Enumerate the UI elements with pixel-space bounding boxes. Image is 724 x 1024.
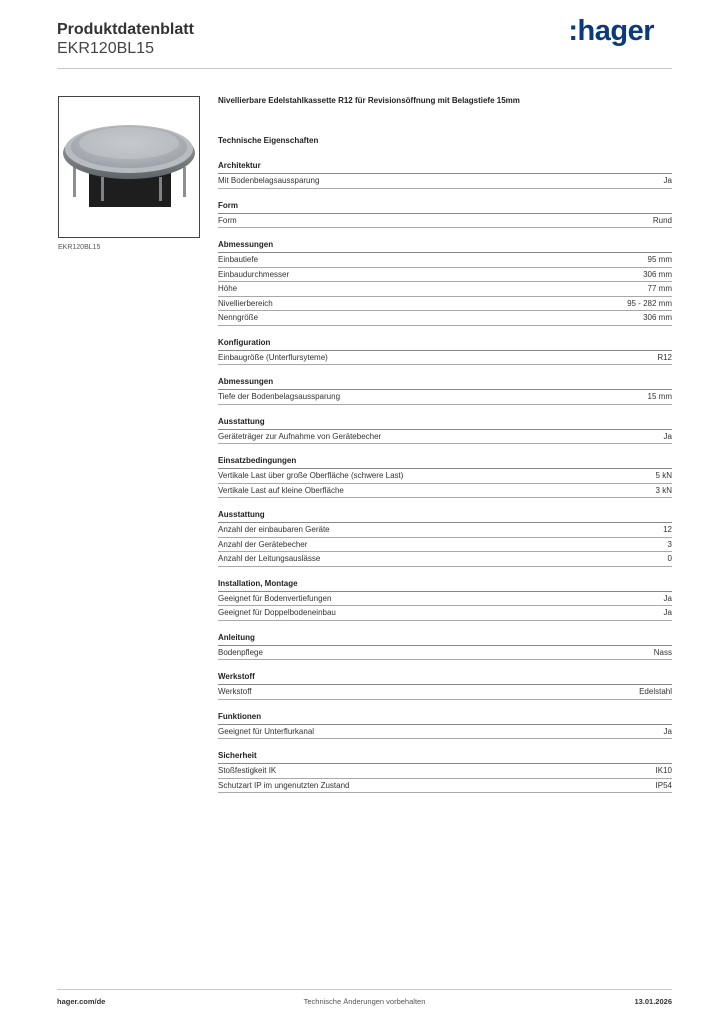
property-label: Werkstoff: [218, 687, 252, 696]
property-label: Nenngröße: [218, 313, 259, 322]
property-label: Nivellierbereich: [218, 298, 273, 308]
property-label: Geeignet für Bodenvertiefungen: [218, 593, 332, 603]
property-label: Tiefe der Bodenbelagsaussparung: [218, 392, 341, 401]
property-label: Einbaudurchmesser: [218, 269, 290, 279]
product-details: [218, 95, 672, 804]
floor-box-cassette-icon: [59, 97, 199, 237]
property-row: [218, 214, 672, 229]
section-title: Abmessungen: [218, 239, 672, 253]
section-title: Einsatzbedingungen: [218, 455, 672, 469]
property-value: Nass: [653, 647, 672, 657]
property-value: 12: [663, 525, 672, 534]
section-title: Installation, Montage: [218, 578, 672, 592]
property-value: 3: [667, 539, 672, 549]
product-image: [58, 96, 200, 238]
image-caption: EKR120BL15: [58, 244, 101, 251]
property-row: [218, 538, 672, 553]
section-title: Ausstattung: [218, 416, 672, 430]
property-row: [218, 253, 672, 268]
property-value: Ja: [663, 726, 672, 736]
property-value: Ja: [663, 176, 672, 185]
property-row: [218, 552, 672, 567]
property-section: [218, 578, 672, 621]
property-section: [218, 239, 672, 326]
header-divider: [57, 68, 672, 69]
property-row: [218, 174, 672, 189]
property-row: [218, 390, 672, 405]
property-label: Geeignet für Doppelbodeneinbau: [218, 608, 336, 617]
property-value: 0: [667, 554, 672, 563]
hager-logo: :hager: [568, 15, 654, 47]
property-section: [218, 337, 672, 366]
section-title: Funktionen: [218, 711, 672, 725]
footer-website: hager.com/de: [57, 997, 106, 1006]
section-title: Ausstattung: [218, 509, 672, 523]
property-value: 15 mm: [647, 392, 672, 401]
property-value: Edelstahl: [639, 687, 672, 696]
property-label: Form: [218, 215, 237, 225]
property-row: [218, 430, 672, 445]
property-row: [218, 685, 672, 700]
document-header: [57, 20, 194, 58]
property-label: Vertikale Last über große Oberfläche (schwere Last): [218, 471, 404, 480]
section-title: Anleitung: [218, 632, 672, 646]
property-value: Rund: [652, 215, 672, 225]
property-value: IK10: [655, 766, 672, 775]
property-section: [218, 711, 672, 740]
property-section: [218, 455, 672, 498]
property-label: Bodenpflege: [218, 647, 263, 657]
property-label: Vertikale Last auf kleine Oberfläche: [218, 485, 344, 495]
property-section: [218, 376, 672, 405]
property-row: [218, 297, 672, 312]
property-value: 5 kN: [655, 471, 672, 480]
property-value: 95 - 282 mm: [627, 298, 672, 308]
product-description: Nivellierbare Edelstahlkassette R12 für Revisionsöffnung mit Belagstiefe 15mm: [218, 96, 520, 105]
property-label: Stoßfestigkeit IK: [218, 766, 277, 775]
section-title: Abmessungen: [218, 376, 672, 390]
property-section: [218, 671, 672, 700]
section-title: Werkstoff: [218, 671, 672, 685]
product-code: EKR120BL15: [57, 40, 154, 57]
property-row: [218, 523, 672, 538]
property-value: 95 mm: [647, 255, 672, 264]
property-label: Höhe: [218, 284, 238, 293]
property-row: [218, 779, 672, 794]
property-row: [218, 268, 672, 283]
property-value: 306 mm: [643, 269, 672, 279]
property-section: [218, 416, 672, 445]
property-row: [218, 282, 672, 297]
property-row: [218, 469, 672, 484]
property-label: Einbaugröße (Unterflursyteme): [218, 352, 328, 362]
property-row: [218, 484, 672, 499]
property-section: [218, 200, 672, 229]
property-section: [218, 632, 672, 661]
property-row: [218, 646, 672, 661]
property-row: [218, 351, 672, 366]
technical-properties-heading: Technische Eigenschaften: [218, 136, 319, 145]
section-title: Konfiguration: [218, 337, 672, 351]
footer-notice: Technische Änderungen vorbehalten: [303, 997, 426, 1006]
footer-date: 13.01.2026: [634, 997, 672, 1006]
property-row: [218, 311, 672, 326]
property-value: Ja: [663, 593, 672, 603]
property-row: [218, 592, 672, 607]
property-label: Geeignet für Unterflurkanal: [218, 726, 315, 736]
property-value: 77 mm: [647, 284, 672, 293]
footer-divider: [57, 989, 672, 990]
property-value: Ja: [663, 608, 672, 617]
property-section: [218, 160, 672, 189]
property-value: Ja: [663, 431, 672, 441]
section-title: Architektur: [218, 160, 672, 174]
document-title: Produktdatenblatt: [57, 21, 194, 38]
property-section: [218, 750, 672, 793]
section-title: Form: [218, 200, 672, 214]
property-label: Anzahl der einbaubaren Geräte: [218, 525, 330, 534]
property-value: 306 mm: [643, 313, 672, 322]
property-label: Einbautiefe: [218, 255, 259, 264]
property-label: Geräteträger zur Aufnahme von Gerätebecher: [218, 431, 382, 441]
property-value: IP54: [655, 780, 672, 790]
property-label: Schutzart IP im ungenutzten Zustand: [218, 780, 350, 790]
property-row: [218, 725, 672, 740]
property-section: [218, 509, 672, 567]
property-value: 3 kN: [655, 485, 672, 495]
property-row: [218, 764, 672, 779]
property-value: R12: [657, 352, 672, 362]
property-sections: [218, 160, 672, 793]
property-label: Anzahl der Leitungsauslässe: [218, 554, 321, 563]
property-label: Anzahl der Gerätebecher: [218, 539, 308, 549]
section-title: Sicherheit: [218, 750, 672, 764]
property-label: Mit Bodenbelagsaussparung: [218, 176, 320, 185]
property-row: [218, 606, 672, 621]
